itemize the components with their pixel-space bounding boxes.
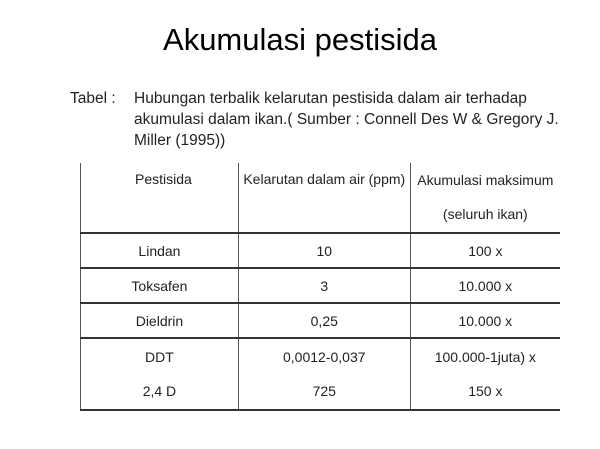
header-akumulasi-line1: Akumulasi maksimum	[417, 172, 554, 188]
cell-akumulasi	[410, 338, 560, 410]
table-row	[81, 268, 561, 303]
cell-akumulasi: 10.000 x	[410, 268, 560, 303]
pesticide-table	[80, 163, 560, 411]
cell-line: 100.000-1juta) x	[434, 349, 536, 365]
caption-text	[134, 88, 559, 151]
caption-line: Miller (1995))	[134, 132, 226, 149]
table-row	[81, 338, 561, 410]
cell-kelarutan	[238, 338, 410, 410]
header-pestisida: Pestisida	[81, 163, 239, 233]
caption-label: Tabel :	[70, 90, 116, 107]
header-kelarutan: Kelarutan dalam air (ppm)	[238, 163, 410, 233]
cell-pestisida: Dieldrin	[81, 303, 239, 338]
table-row	[81, 303, 561, 338]
cell-pestisida: Lindan	[81, 233, 239, 268]
caption-line: Hubungan terbalik kelarutan pestisida dalam air terhadap	[134, 90, 527, 107]
cell-akumulasi: 10.000 x	[410, 303, 560, 338]
cell-pestisida: Toksafen	[81, 268, 239, 303]
cell-line: 725	[312, 383, 336, 399]
cell-akumulasi: 100 x	[410, 233, 560, 268]
cell-line: 150 x	[468, 383, 503, 399]
cell-kelarutan: 3	[238, 268, 410, 303]
cell-pestisida	[81, 338, 239, 410]
caption-line: akumulasi dalam ikan.( Sumber : Connell Des W & Gregory J.	[134, 111, 559, 128]
header-akumulasi-line2: (seluruh ikan)	[442, 206, 528, 222]
table-header-row	[81, 163, 561, 233]
cell-line: DDT	[145, 349, 174, 365]
cell-kelarutan: 10	[238, 233, 410, 268]
cell-line: 2,4 D	[142, 383, 177, 399]
header-akumulasi	[410, 163, 560, 233]
slide-title: Akumulasi pestisida	[163, 22, 437, 57]
cell-kelarutan: 0,25	[238, 303, 410, 338]
cell-line: 0,0012-0,037	[283, 349, 366, 365]
table-row	[81, 233, 561, 268]
